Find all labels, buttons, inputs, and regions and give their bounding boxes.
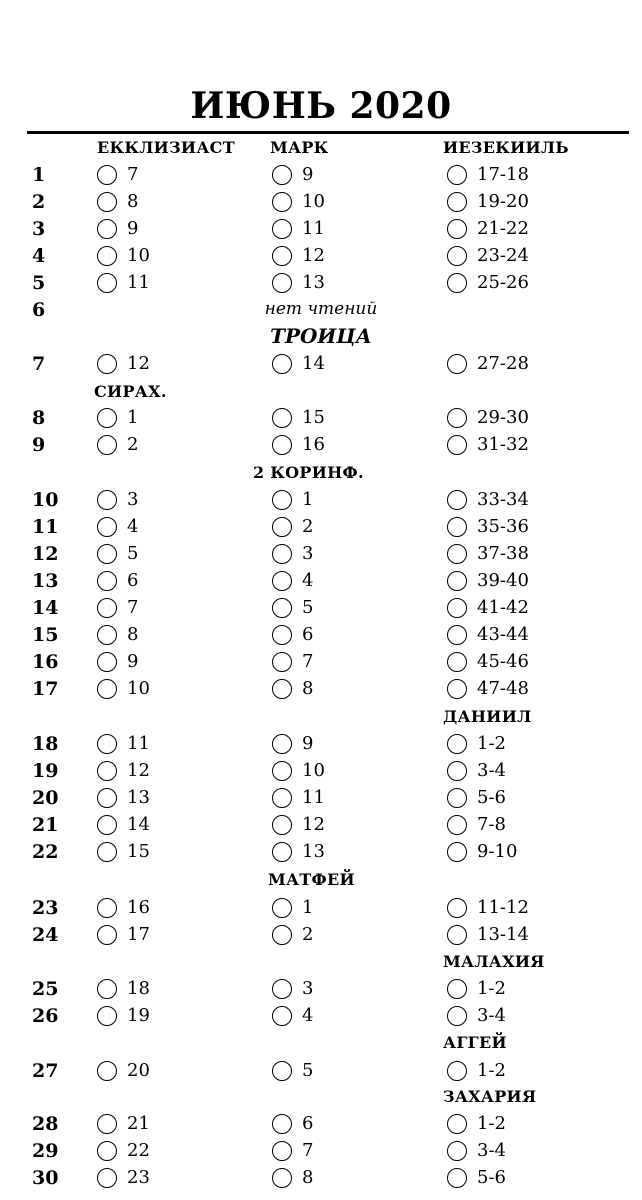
chapter-ref: 10: [127, 678, 150, 699]
header-matthew: МАТФЕЙ: [268, 870, 355, 889]
chapter-ref: 23: [127, 1167, 150, 1188]
chapter-ref: 35-36: [477, 516, 529, 537]
checkbox-circle[interactable]: [447, 490, 467, 510]
chapter-ref: 9: [127, 218, 139, 239]
checkbox-circle[interactable]: [97, 788, 117, 808]
checkbox-circle[interactable]: [272, 898, 292, 918]
chapter-ref: 4: [302, 1005, 314, 1026]
chapter-ref: 43-44: [477, 624, 529, 645]
header-zechariah: ЗАХАРИЯ: [443, 1087, 537, 1106]
chapter-ref: 13: [302, 272, 325, 293]
checkbox-circle[interactable]: [447, 842, 467, 862]
checkbox-circle[interactable]: [97, 898, 117, 918]
day-number: 20: [32, 787, 59, 809]
checkbox-circle[interactable]: [97, 219, 117, 239]
header-haggai: АГГЕЙ: [443, 1033, 507, 1052]
chapter-ref: 6: [302, 624, 314, 645]
checkbox-circle[interactable]: [272, 679, 292, 699]
header-ezekiel: ИЕЗЕКИИЛЬ: [443, 138, 569, 157]
checkbox-circle[interactable]: [97, 517, 117, 537]
checkbox-circle[interactable]: [272, 1141, 292, 1161]
page-title: ИЮНЬ 2020: [190, 85, 452, 127]
day-number: 17: [32, 678, 59, 700]
chapter-ref: 3: [127, 489, 139, 510]
checkbox-circle[interactable]: [447, 598, 467, 618]
chapter-ref: 3-4: [477, 1005, 506, 1026]
checkbox-circle[interactable]: [97, 1168, 117, 1188]
day-row: [0, 623, 642, 651]
chapter-ref: 23-24: [477, 245, 529, 266]
day-row: [0, 190, 642, 218]
checkbox-circle[interactable]: [97, 625, 117, 645]
chapter-ref: 8: [302, 1167, 314, 1188]
checkbox-circle[interactable]: [272, 815, 292, 835]
chapter-ref: 2: [302, 516, 314, 537]
chapter-ref: 17-18: [477, 164, 529, 185]
chapter-ref: 31-32: [477, 434, 529, 455]
checkbox-circle[interactable]: [272, 652, 292, 672]
day-row: [0, 1139, 642, 1167]
chapter-ref: 1: [302, 489, 314, 510]
checkbox-circle[interactable]: [447, 679, 467, 699]
day-row: [0, 759, 642, 787]
chapter-ref: 8: [127, 624, 139, 645]
checkbox-circle[interactable]: [447, 734, 467, 754]
day-number: 26: [32, 1005, 59, 1027]
chapter-ref: 11: [302, 218, 325, 239]
checkbox-circle[interactable]: [272, 1006, 292, 1026]
day-row: [0, 569, 642, 597]
day-number: 15: [32, 624, 59, 646]
chapter-ref: 7: [302, 1140, 314, 1161]
chapter-ref: 9: [302, 164, 314, 185]
checkbox-circle[interactable]: [447, 898, 467, 918]
chapter-ref: 3-4: [477, 760, 506, 781]
checkbox-circle[interactable]: [447, 273, 467, 293]
checkbox-circle[interactable]: [447, 1114, 467, 1134]
checkbox-circle[interactable]: [272, 517, 292, 537]
checkbox-circle[interactable]: [272, 408, 292, 428]
day-row: [0, 406, 642, 434]
no-readings-note: нет чтений: [264, 299, 378, 319]
day-row: [0, 244, 642, 272]
checkbox-circle[interactable]: [272, 734, 292, 754]
checkbox-circle[interactable]: [272, 1061, 292, 1081]
day-number: 16: [32, 651, 59, 673]
checkbox-circle[interactable]: [97, 842, 117, 862]
chapter-ref: 41-42: [477, 597, 529, 618]
day-row: [0, 352, 642, 380]
checkbox-circle[interactable]: [447, 246, 467, 266]
chapter-ref: 8: [302, 678, 314, 699]
chapter-ref: 19-20: [477, 191, 529, 212]
checkbox-circle[interactable]: [447, 761, 467, 781]
header-2-corinthians: 2 КОРИНФ.: [253, 463, 364, 482]
checkbox-circle[interactable]: [272, 354, 292, 374]
day-number: 5: [32, 272, 46, 294]
chapter-ref: 11: [302, 787, 325, 808]
day-row: [0, 977, 642, 1005]
checkbox-circle[interactable]: [272, 761, 292, 781]
chapter-ref: 47-48: [477, 678, 529, 699]
checkbox-circle[interactable]: [447, 925, 467, 945]
chapter-ref: 11: [127, 733, 150, 754]
chapter-ref: 1-2: [477, 978, 506, 999]
chapter-ref: 9: [127, 651, 139, 672]
checkbox-circle[interactable]: [97, 435, 117, 455]
chapter-ref: 5: [302, 597, 314, 618]
chapter-ref: 12: [302, 245, 325, 266]
chapter-ref: 6: [127, 570, 139, 591]
chapter-ref: 1-2: [477, 1113, 506, 1134]
checkbox-circle[interactable]: [272, 979, 292, 999]
day-row: [0, 923, 642, 951]
chapter-ref: 9-10: [477, 841, 518, 862]
day-row: [0, 1166, 642, 1194]
day-row: [0, 163, 642, 191]
day-number: 21: [32, 814, 59, 836]
day-number: 8: [32, 407, 46, 429]
checkbox-circle[interactable]: [97, 273, 117, 293]
chapter-ref: 7: [127, 164, 139, 185]
title-rule: [27, 131, 629, 134]
checkbox-circle[interactable]: [97, 192, 117, 212]
day-number: 2: [32, 191, 46, 213]
day-number: 19: [32, 760, 59, 782]
checkbox-circle[interactable]: [97, 1006, 117, 1026]
chapter-ref: 21-22: [477, 218, 529, 239]
checkbox-circle[interactable]: [272, 544, 292, 564]
header-malachi: МАЛАХИЯ: [443, 952, 545, 971]
chapter-ref: 1: [302, 897, 314, 918]
chapter-ref: 19: [127, 1005, 150, 1026]
checkbox-circle[interactable]: [272, 192, 292, 212]
chapter-ref: 14: [127, 814, 150, 835]
day-row: [0, 515, 642, 543]
day-number: 10: [32, 489, 59, 511]
chapter-ref: 16: [302, 434, 325, 455]
chapter-ref: 10: [302, 760, 325, 781]
day-row: [0, 732, 642, 760]
chapter-ref: 12: [302, 814, 325, 835]
chapter-ref: 10: [302, 191, 325, 212]
checkbox-circle[interactable]: [447, 544, 467, 564]
checkbox-circle[interactable]: [272, 165, 292, 185]
chapter-ref: 45-46: [477, 651, 529, 672]
day-number: 29: [32, 1140, 59, 1162]
chapter-ref: 1: [127, 407, 139, 428]
checkbox-circle[interactable]: [272, 788, 292, 808]
day-row: [0, 1059, 642, 1087]
checkbox-circle[interactable]: [97, 165, 117, 185]
chapter-ref: 29-30: [477, 407, 529, 428]
checkbox-circle[interactable]: [97, 925, 117, 945]
checkbox-circle[interactable]: [447, 408, 467, 428]
day-number: 7: [32, 353, 46, 375]
chapter-ref: 2: [302, 924, 314, 945]
chapter-ref: 15: [302, 407, 325, 428]
day-number: 9: [32, 434, 46, 456]
day-number: 12: [32, 543, 59, 565]
chapter-ref: 4: [127, 516, 139, 537]
chapter-ref: 8: [127, 191, 139, 212]
day-row: [0, 271, 642, 299]
day-number: 13: [32, 570, 59, 592]
checkbox-circle[interactable]: [272, 273, 292, 293]
day-row: [0, 813, 642, 841]
header-ecclesiastes: ЕККЛИЗИАСТ: [97, 138, 235, 157]
checkbox-circle[interactable]: [447, 192, 467, 212]
checkbox-circle[interactable]: [272, 435, 292, 455]
checkbox-circle[interactable]: [272, 842, 292, 862]
chapter-ref: 25-26: [477, 272, 529, 293]
chapter-ref: 37-38: [477, 543, 529, 564]
day-number: 30: [32, 1167, 59, 1189]
day-number: 27: [32, 1060, 59, 1082]
checkbox-circle[interactable]: [97, 761, 117, 781]
checkbox-circle[interactable]: [97, 544, 117, 564]
chapter-ref: 13-14: [477, 924, 529, 945]
checkbox-circle[interactable]: [97, 679, 117, 699]
chapter-ref: 27-28: [477, 353, 529, 374]
chapter-ref: 1-2: [477, 1060, 506, 1081]
checkbox-circle[interactable]: [447, 354, 467, 374]
checkbox-circle[interactable]: [97, 734, 117, 754]
checkbox-circle[interactable]: [447, 1061, 467, 1081]
checkbox-circle[interactable]: [447, 435, 467, 455]
chapter-ref: 13: [302, 841, 325, 862]
checkbox-circle[interactable]: [272, 1114, 292, 1134]
chapter-ref: 3: [302, 978, 314, 999]
chapter-ref: 2: [127, 434, 139, 455]
chapter-ref: 3: [302, 543, 314, 564]
chapter-ref: 5: [127, 543, 139, 564]
header-daniel: ДАНИИЛ: [443, 707, 532, 726]
day-number: 28: [32, 1113, 59, 1135]
day-row: [0, 840, 642, 868]
day-number: 25: [32, 978, 59, 1000]
chapter-ref: 13: [127, 787, 150, 808]
day-row: [0, 542, 642, 570]
checkbox-circle[interactable]: [97, 598, 117, 618]
checkbox-circle[interactable]: [447, 1006, 467, 1026]
trinity-label: ТРОИЦА: [270, 324, 372, 348]
chapter-ref: 11: [127, 272, 150, 293]
day-row: [0, 896, 642, 924]
chapter-ref: 12: [127, 353, 150, 374]
day-number: 1: [32, 164, 46, 186]
checkbox-circle[interactable]: [447, 517, 467, 537]
day-number: 18: [32, 733, 59, 755]
chapter-ref: 21: [127, 1113, 150, 1134]
checkbox-circle[interactable]: [97, 490, 117, 510]
chapter-ref: 7-8: [477, 814, 506, 835]
chapter-ref: 7: [127, 597, 139, 618]
checkbox-circle[interactable]: [97, 1114, 117, 1134]
checkbox-circle[interactable]: [447, 788, 467, 808]
checkbox-circle[interactable]: [97, 408, 117, 428]
chapter-ref: 12: [127, 760, 150, 781]
day-number: 23: [32, 897, 59, 919]
chapter-ref: 5: [302, 1060, 314, 1081]
day-number: 22: [32, 841, 59, 863]
chapter-ref: 10: [127, 245, 150, 266]
day-row: [0, 786, 642, 814]
chapter-ref: 5-6: [477, 1167, 506, 1188]
chapter-ref: 7: [302, 651, 314, 672]
checkbox-circle[interactable]: [272, 925, 292, 945]
checkbox-circle[interactable]: [447, 979, 467, 999]
header-mark: МАРК: [270, 138, 329, 157]
checkbox-circle[interactable]: [97, 354, 117, 374]
chapter-ref: 6: [302, 1113, 314, 1134]
chapter-ref: 9: [302, 733, 314, 754]
checkbox-circle[interactable]: [97, 815, 117, 835]
checkbox-circle[interactable]: [447, 571, 467, 591]
checkbox-circle[interactable]: [447, 815, 467, 835]
chapter-ref: 20: [127, 1060, 150, 1081]
day-row: [0, 1112, 642, 1140]
checkbox-circle[interactable]: [97, 246, 117, 266]
checkbox-circle[interactable]: [97, 979, 117, 999]
checkbox-circle[interactable]: [97, 1141, 117, 1161]
checkbox-circle[interactable]: [97, 571, 117, 591]
header-sirach: СИРАХ.: [94, 382, 167, 401]
checkbox-circle[interactable]: [97, 1061, 117, 1081]
day-row: [0, 488, 642, 516]
checkbox-circle[interactable]: [272, 598, 292, 618]
chapter-ref: 11-12: [477, 897, 529, 918]
chapter-ref: 1-2: [477, 733, 506, 754]
day-number: 14: [32, 597, 59, 619]
checkbox-circle[interactable]: [272, 490, 292, 510]
checkbox-circle[interactable]: [272, 246, 292, 266]
chapter-ref: 3-4: [477, 1140, 506, 1161]
checkbox-circle[interactable]: [447, 625, 467, 645]
checkbox-circle[interactable]: [447, 219, 467, 239]
day-row: [0, 677, 642, 705]
day-number: 24: [32, 924, 59, 946]
checkbox-circle[interactable]: [447, 652, 467, 672]
checkbox-circle[interactable]: [447, 1168, 467, 1188]
chapter-ref: 16: [127, 897, 150, 918]
day-number: 4: [32, 245, 46, 267]
chapter-ref: 33-34: [477, 489, 529, 510]
chapter-ref: 15: [127, 841, 150, 862]
checkbox-circle[interactable]: [272, 1168, 292, 1188]
chapter-ref: 14: [302, 353, 325, 374]
checkbox-circle[interactable]: [447, 1141, 467, 1161]
chapter-ref: 4: [302, 570, 314, 591]
day-number: 3: [32, 218, 46, 240]
day-number: 6: [32, 299, 46, 321]
checkbox-circle[interactable]: [97, 652, 117, 672]
chapter-ref: 18: [127, 978, 150, 999]
checkbox-circle[interactable]: [272, 571, 292, 591]
day-row: [0, 1004, 642, 1032]
chapter-ref: 5-6: [477, 787, 506, 808]
chapter-ref: 22: [127, 1140, 150, 1161]
chapter-ref: 39-40: [477, 570, 529, 591]
day-row: [0, 650, 642, 678]
day-row: [0, 596, 642, 624]
chapter-ref: 17: [127, 924, 150, 945]
day-number: 11: [32, 516, 59, 538]
checkbox-circle[interactable]: [272, 625, 292, 645]
checkbox-circle[interactable]: [447, 165, 467, 185]
checkbox-circle[interactable]: [272, 219, 292, 239]
day-row: [0, 217, 642, 245]
day-row: [0, 433, 642, 461]
